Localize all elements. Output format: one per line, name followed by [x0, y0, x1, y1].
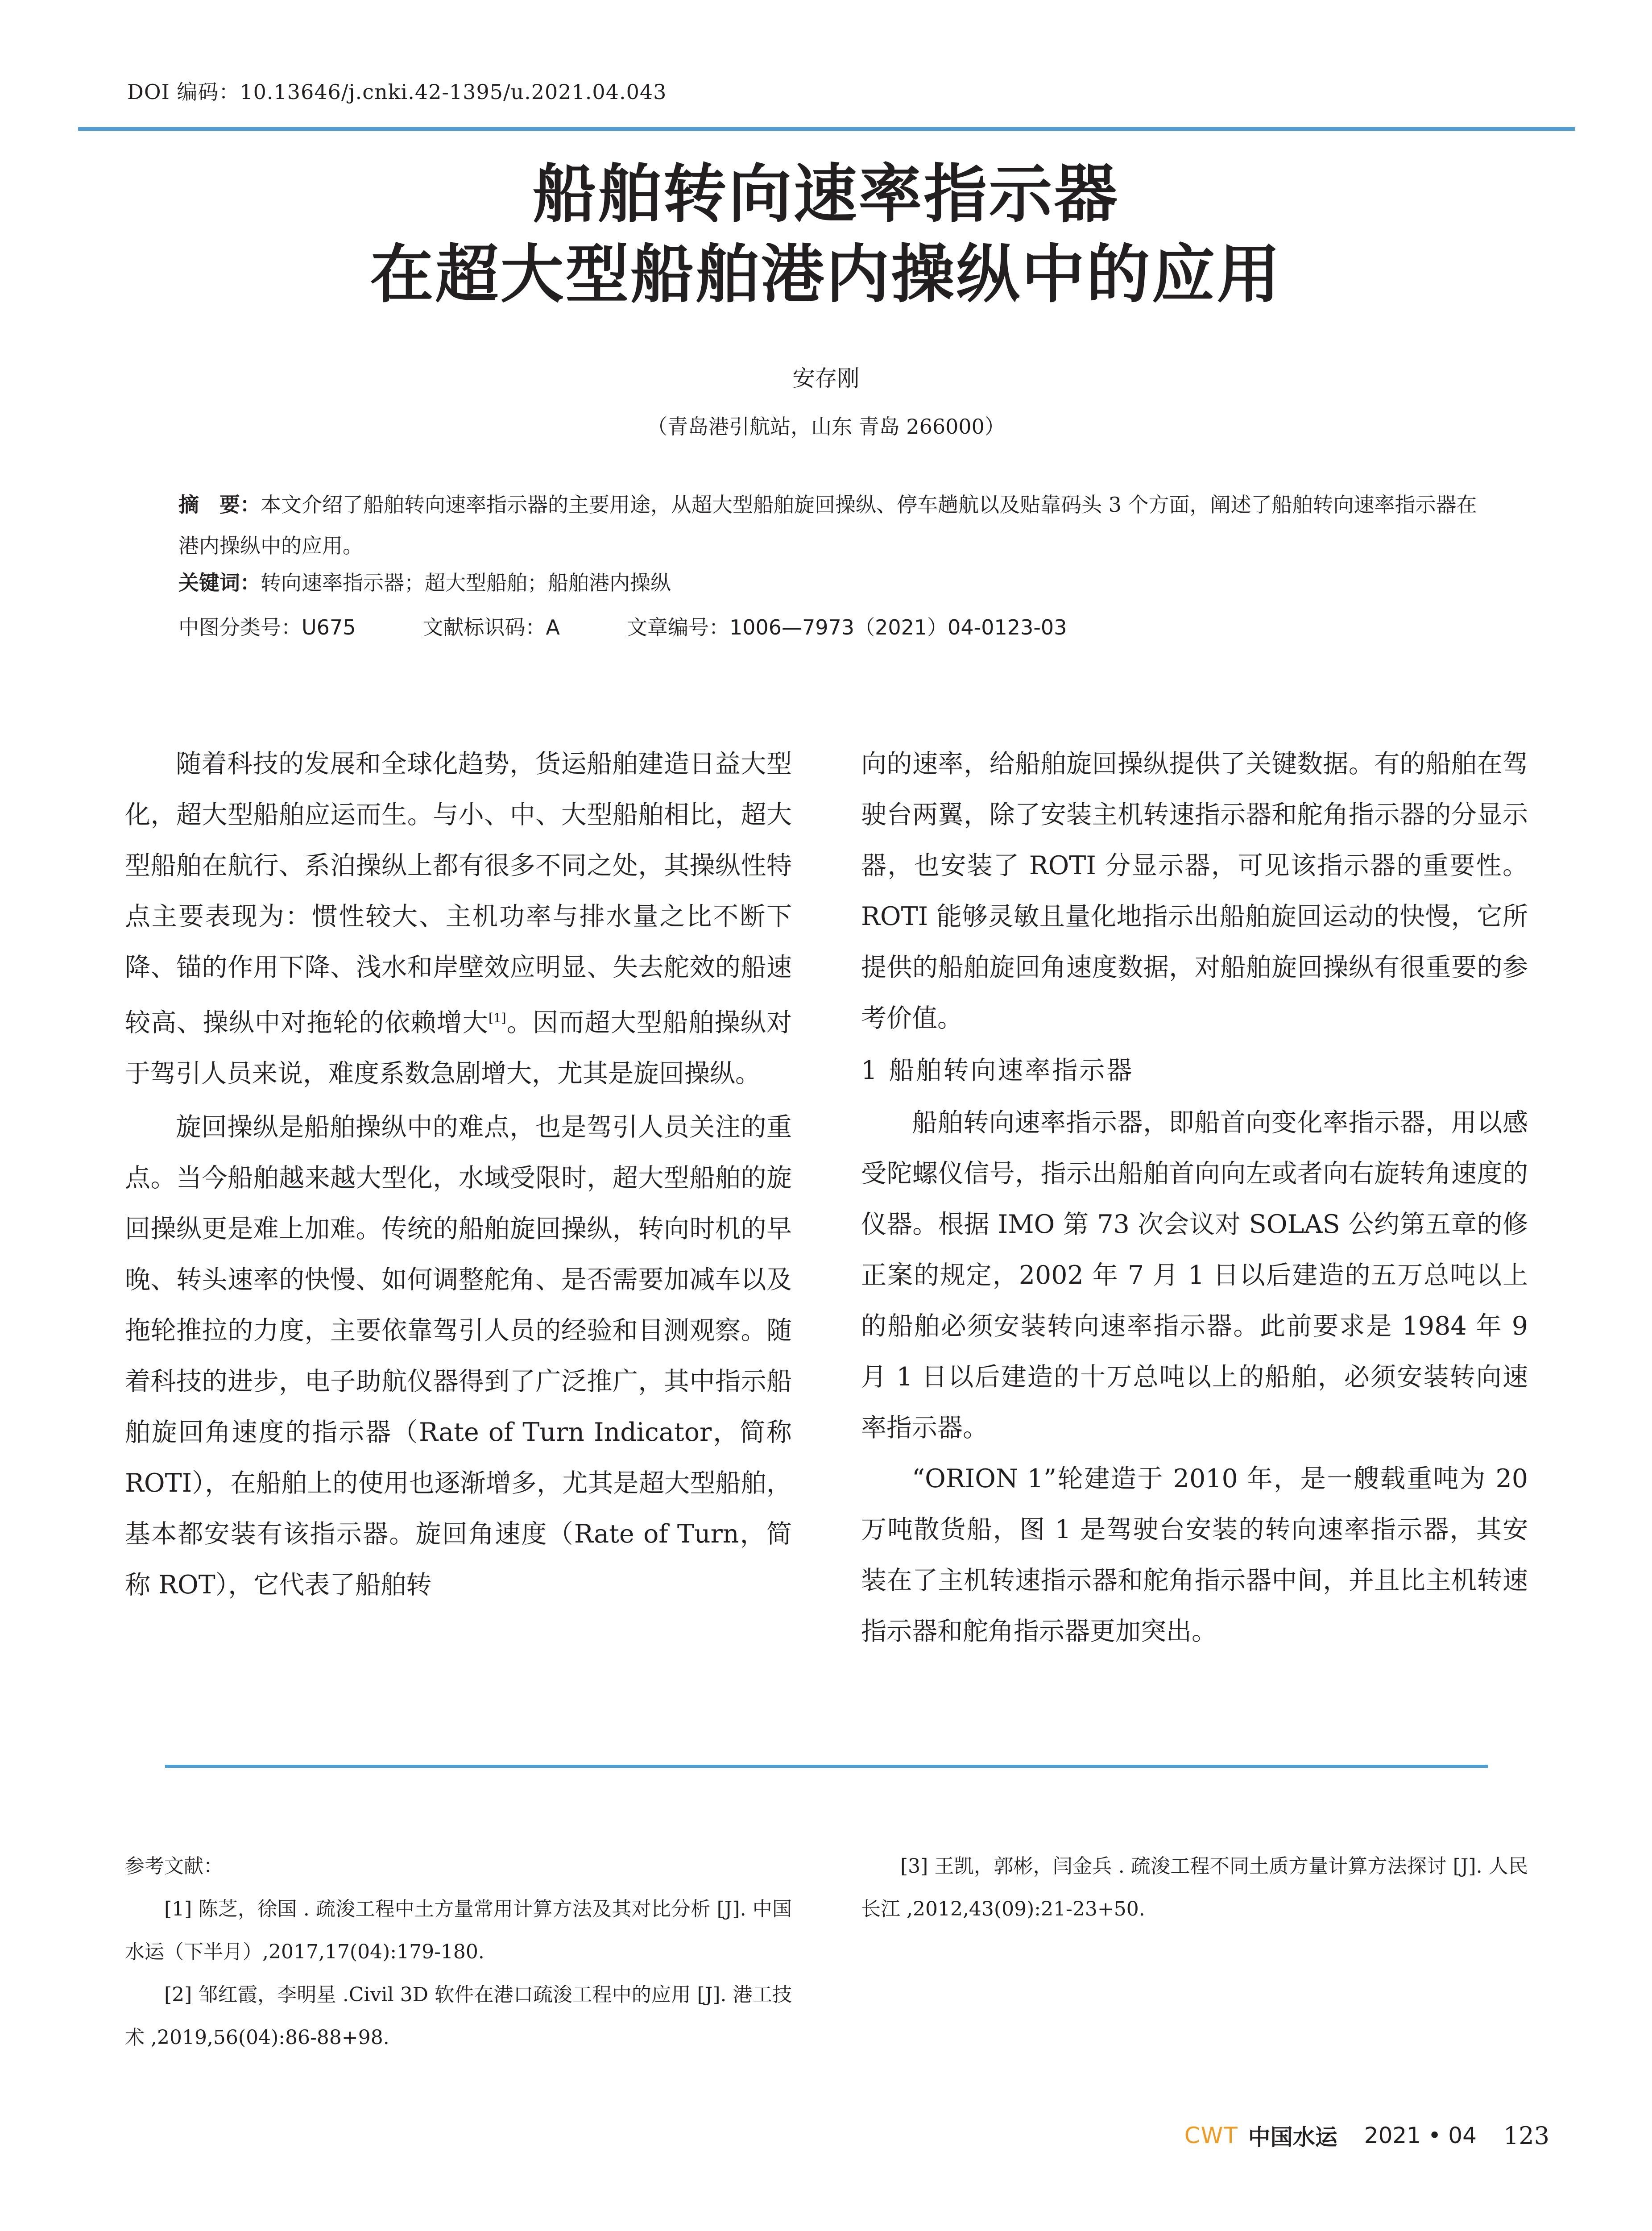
- title-line-1: 船舶转向速率指示器: [533, 157, 1119, 231]
- header-rule: [78, 127, 1575, 131]
- keywords-text: 转向速率指示器；超大型船舶；船舶港内操纵: [261, 571, 671, 595]
- abstract-text: 本文介绍了船舶转向速率指示器的主要用途，从超大型船舶旋回操纵、停车趟航以及贴靠码头 3 个方面，阐述了船舶转向速率指示器在港内操纵中的应用。: [178, 493, 1477, 558]
- reference-item: [2] 邹红霞，李明星 .Civil 3D 软件在港口疏浚工程中的应用 [J]. 港工技术 ,2019,56(04):86-88+98.: [125, 1983, 792, 2049]
- author: 安存刚: [792, 365, 860, 391]
- document-code: 文献标识码：A: [422, 615, 560, 639]
- issue-number: 2021 • 04: [1364, 2123, 1477, 2148]
- keywords-label: 关键词：: [178, 571, 261, 595]
- references-rule: [165, 1765, 1488, 1768]
- brand-logo: CWT: [1184, 2123, 1238, 2148]
- page-number: 123: [1503, 2121, 1549, 2150]
- paragraph: “ORION 1”轮建造于 2010 年，是一艘载重吨为 20 万吨散货船，图 1 是驾驶台安装的转向速率指示器，其安装在了主机转速指示器和舵角指示器中间，并且比主机转速指示器和舵角指示器更加突出。: [861, 1464, 1528, 1646]
- affiliation: （青岛港引航站，山东 青岛 266000）: [647, 415, 1005, 439]
- reference-item: [3] 王凯，郭彬，闫金兵 . 疏浚工程不同土质方量计算方法探讨 [J]. 人民长江 ,2012,43(09):21-23+50.: [861, 1855, 1528, 1920]
- keywords: [178, 567, 671, 596]
- body-column-right: [861, 738, 1528, 1657]
- citation-ref[interactable]: [1]: [488, 1011, 506, 1025]
- title-line-2: 在超大型船舶港内操纵中的应用: [370, 237, 1282, 311]
- article-number: 文章编号：1006—7973（2021）04-0123-03: [626, 615, 1067, 639]
- doi-line: DOI 编码：10.13646/j.cnki.42-1395/u.2021.04.043: [127, 80, 667, 104]
- classification-line: [178, 611, 1067, 641]
- clc-number: 中图分类号：U675: [178, 615, 356, 639]
- abstract: [178, 484, 1486, 566]
- abstract-label: 摘 要：: [178, 493, 261, 517]
- paragraph: 船舶转向速率指示器，即船首向变化率指示器，用以感受陀螺仪信号，指示出船舶首向向左或者向右旋转角速度的仪器。根据 IMO 第 73 次会议对 SOLAS 公约第五章的修正案的规定，2002 年 7 月 1 日以后建造的五万总吨以上的船舶必须安装转向速率指示器。此前要求是 1984 年 9 月 1 日以后建造的十万总吨以上的船舶，必须安装转向速率指示器。: [861, 1108, 1528, 1443]
- journal-name: 中国水运: [1248, 2124, 1337, 2150]
- reference-item: [1] 陈芝，徐国 . 疏浚工程中土方量常用计算方法及其对比分析 [J]. 中国水运（下半月）,2017,17(04):179-180.: [125, 1898, 792, 1963]
- section-heading: 1 船舶转向速率指示器: [861, 1056, 1134, 1085]
- references-right: [861, 1845, 1528, 1931]
- page-footer: [1184, 2119, 1549, 2152]
- references-left: [125, 1845, 792, 2059]
- body-column-left: [125, 738, 792, 1610]
- references-heading: 参考文献：: [125, 1855, 223, 1878]
- paragraph: [125, 738, 792, 1099]
- paragraph-text: 随着科技的发展和全球化趋势，货运船舶建造日益大型化，超大型船舶应运而生。与小、中、大型船舶相比，超大型船舶在航行、系泊操纵上都有很多不同之处，其操纵性特点主要表现为：惯性较大、主机功率与排水量之比不断下降、锚的作用下降、浅水和岸壁效应明显、失去舵效的船速较高、操纵中对拖轮的依赖增大: [125, 749, 792, 1037]
- paragraph: 旋回操纵是船舶操纵中的难点，也是驾引人员关注的重点。当今船舶越来越大型化，水域受限时，超大型船舶的旋回操纵更是难上加难。传统的船舶旋回操纵，转向时机的早晚、转头速率的快慢、如何调整舵角、是否需要加减车以及拖轮推拉的力度，主要依靠驾引人员的经验和目测观察。随着科技的进步，电子助航仪器得到了广泛推广，其中指示船舶旋回角速度的指示器（Rate of Turn Indicator，简称 ROTI），在船舶上的使用也逐渐增多，尤其是超大型船舶，基本都安装有该指示器。旋回角速度（Rate of Turn，简称 ROT），它代表了船舶转: [125, 1112, 792, 1600]
- paragraph: 向的速率，给船舶旋回操纵提供了关键数据。有的船舶在驾驶台两翼，除了安装主机转速指示器和舵角指示器的分显示器，也安装了 ROTI 分显示器，可见该指示器的重要性。ROTI 能够灵敏且量化地指示出船舶旋回运动的快慢，它所提供的船舶旋回角速度数据，对船舶旋回操纵有很重要的参考价值。: [861, 749, 1528, 1033]
- paragraph-text: 。因而超大型船舶操纵对于驾引人员来说，难度系数急剧增大，尤其是旋回操纵。: [125, 1008, 792, 1088]
